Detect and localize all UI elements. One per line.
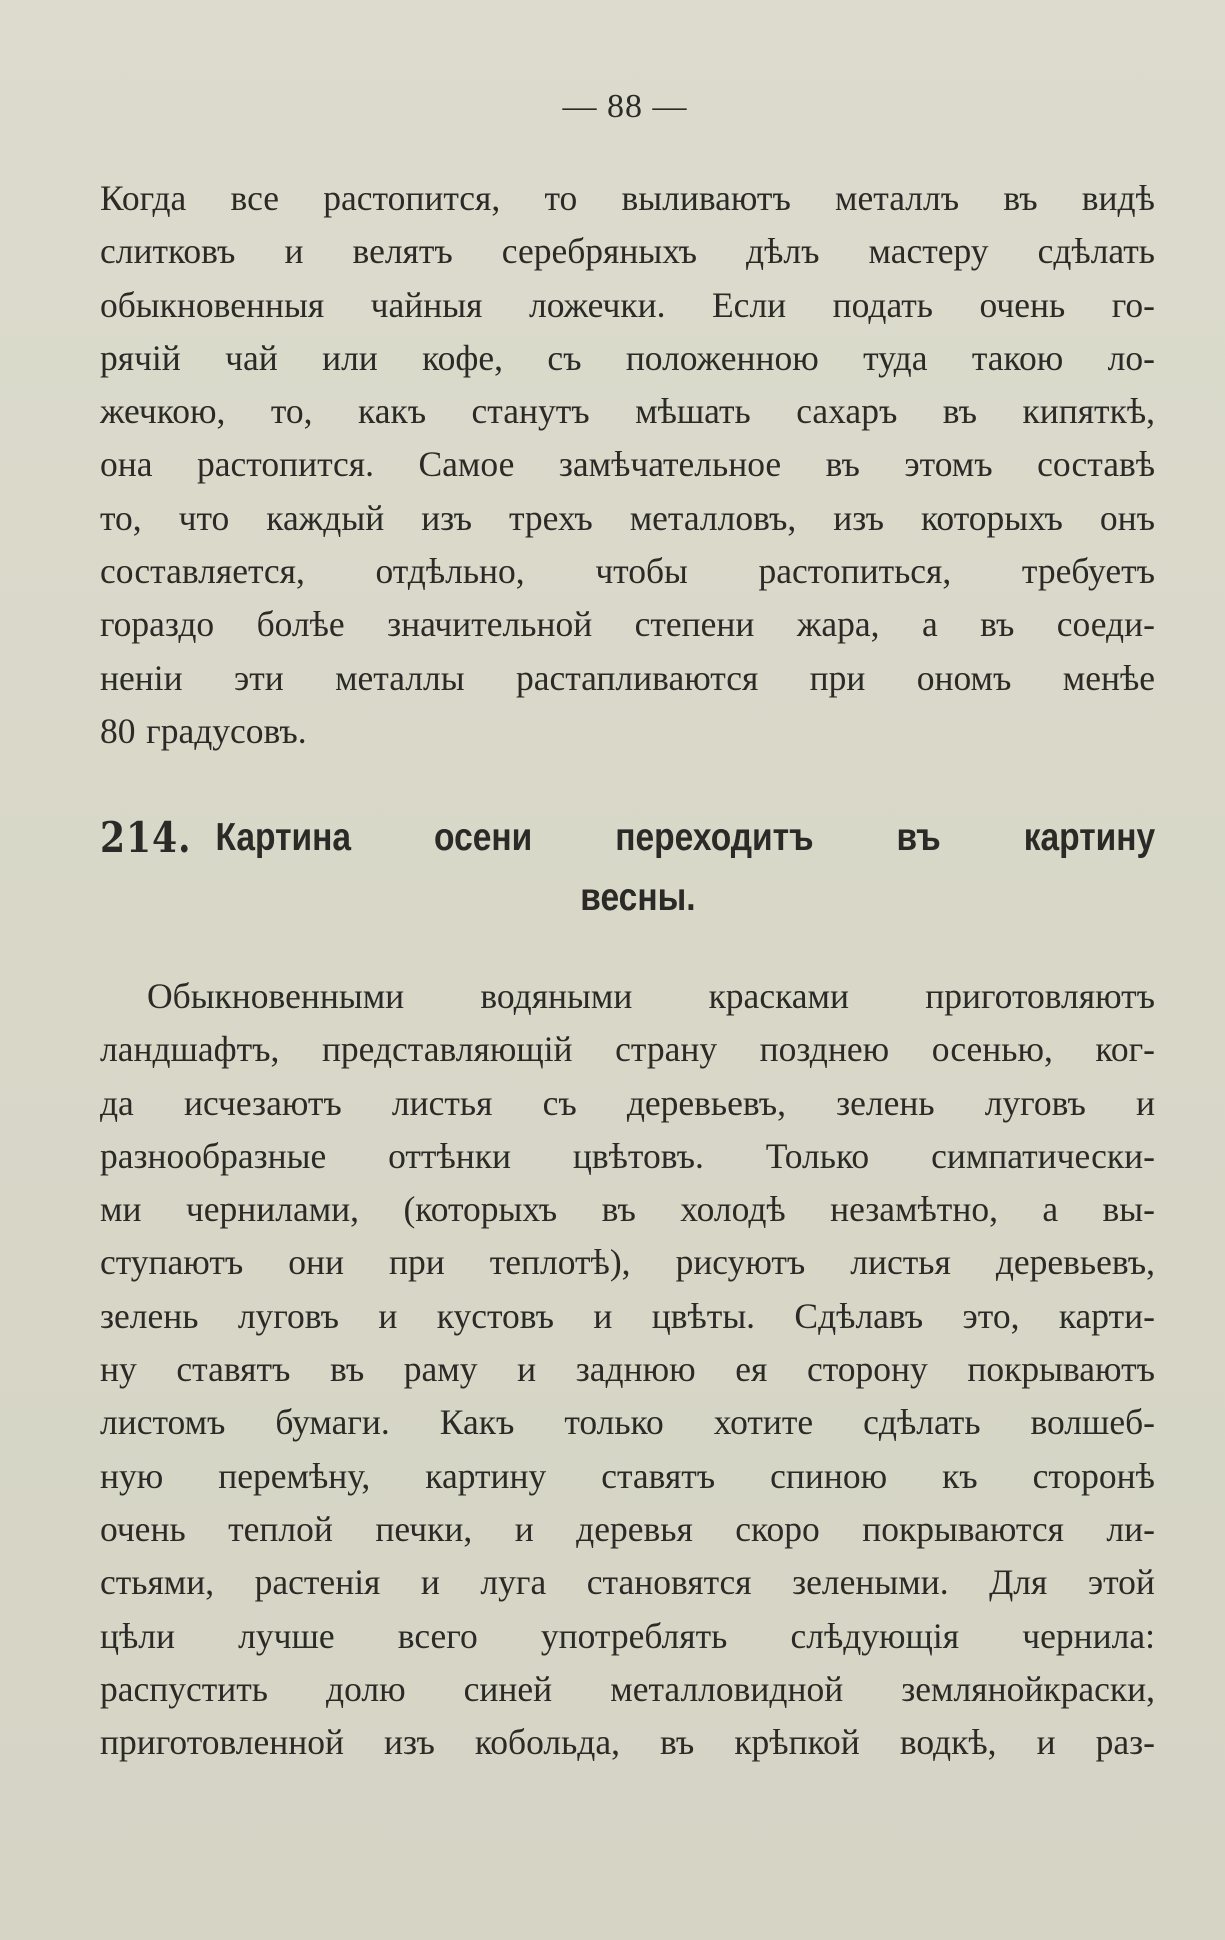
word: зелень	[836, 1082, 935, 1123]
word: карти-	[1058, 1295, 1155, 1336]
text-line	[100, 1716, 1155, 1769]
word: жара,	[796, 604, 880, 645]
word: только	[564, 1402, 664, 1443]
word: при	[389, 1242, 445, 1283]
word: велятъ	[352, 231, 453, 272]
word: и	[1036, 1722, 1056, 1763]
word: кустовъ	[436, 1295, 555, 1336]
word: и	[378, 1295, 398, 1336]
word: въ	[942, 391, 978, 432]
word: ставятъ	[601, 1455, 716, 1496]
word: что	[178, 497, 230, 538]
text-line	[100, 279, 1155, 332]
word: ког-	[1095, 1029, 1155, 1070]
word: изъ	[833, 497, 884, 538]
word: сторону	[806, 1349, 928, 1390]
title-word: картину	[1023, 816, 1156, 859]
word: употреблять	[540, 1615, 728, 1656]
word: луговъ	[237, 1295, 339, 1336]
word: составѣ	[1037, 444, 1155, 485]
text-line	[100, 1290, 1155, 1343]
word: слитковъ	[100, 231, 236, 272]
word: жечкою,	[100, 391, 226, 432]
word: то	[544, 178, 578, 218]
word: изъ	[384, 1722, 435, 1763]
word: ступаютъ	[100, 1242, 244, 1283]
word: болѣе	[256, 604, 345, 645]
word: они	[288, 1242, 344, 1283]
text-line	[100, 652, 1155, 705]
word: или	[322, 337, 378, 378]
title-word: въ	[896, 816, 941, 859]
word: ную	[100, 1455, 164, 1496]
word: видѣ	[1081, 178, 1155, 218]
word: осенью,	[931, 1029, 1053, 1070]
word: то,	[100, 497, 142, 538]
word: серебряныхъ	[501, 231, 697, 272]
word: бумаги.	[275, 1402, 390, 1443]
word: растопится.	[197, 444, 374, 485]
word: позднею	[759, 1029, 890, 1070]
word: Если	[712, 284, 787, 325]
word: чернилами,	[185, 1189, 360, 1230]
word: ми	[100, 1189, 142, 1230]
text-line	[100, 385, 1155, 438]
word: очень	[100, 1508, 186, 1549]
word: долю	[326, 1668, 406, 1709]
text-line	[100, 1610, 1155, 1663]
word: зелеными.	[792, 1562, 949, 1603]
word: Какъ	[439, 1402, 515, 1443]
text-line	[100, 1077, 1155, 1130]
word: а	[921, 604, 938, 645]
word: деревьевъ,	[626, 1082, 786, 1123]
text-line	[100, 1556, 1155, 1609]
word: составляется,	[100, 551, 305, 592]
word: лучше	[238, 1615, 335, 1656]
word: (которыхъ	[403, 1189, 558, 1230]
word: листья	[391, 1082, 493, 1123]
word: замѣчательное	[558, 444, 782, 485]
word: при	[809, 657, 866, 698]
word: въ	[329, 1349, 365, 1390]
word: теплотѣ),	[489, 1242, 631, 1283]
word: ну	[100, 1349, 137, 1390]
word: и	[593, 1295, 613, 1336]
word: кобольда,	[474, 1722, 620, 1763]
word: кипяткѣ,	[1022, 391, 1155, 432]
word: перемѣну,	[218, 1455, 371, 1496]
text-line	[100, 438, 1155, 491]
text-line	[100, 492, 1155, 545]
text-line	[100, 970, 1155, 1023]
section-heading	[100, 808, 1155, 928]
word: металловидной	[610, 1668, 844, 1709]
word: съ	[547, 337, 582, 378]
word: всего	[397, 1615, 478, 1656]
text-line	[100, 225, 1155, 278]
text-line	[100, 1130, 1155, 1183]
word: мастеру	[868, 231, 989, 272]
word: покрываютъ	[967, 1349, 1155, 1390]
word: растенія	[254, 1562, 381, 1603]
word: красками	[708, 976, 850, 1016]
word: эти	[233, 657, 284, 698]
text-line	[100, 1396, 1155, 1449]
word: неніи	[100, 657, 183, 698]
word: приготовляютъ	[925, 976, 1155, 1016]
word: чтобы	[595, 551, 688, 592]
word: въ	[601, 1189, 636, 1230]
text-line	[100, 1183, 1155, 1236]
word: распустить	[100, 1668, 268, 1709]
word: цѣли	[100, 1615, 175, 1656]
section-number: 214.	[100, 813, 192, 862]
word: растапливаются	[515, 657, 759, 698]
word: съ	[542, 1082, 577, 1123]
word: и	[420, 1562, 440, 1603]
word: землянойкраски,	[901, 1668, 1155, 1709]
word: деревья	[576, 1508, 693, 1549]
word: ономъ	[916, 657, 1012, 698]
word: въ	[660, 1722, 695, 1763]
paragraph-2	[100, 970, 1155, 1769]
word: выливаютъ	[621, 178, 791, 218]
word: представляющій	[321, 1029, 573, 1070]
word: волшеб-	[1030, 1402, 1155, 1443]
word: зелень	[100, 1295, 199, 1336]
word: покрываются	[862, 1508, 1064, 1549]
word: отдѣльно,	[375, 551, 525, 592]
word: оттѣнки	[388, 1135, 511, 1176]
word: чай	[225, 337, 278, 378]
word: металловъ,	[629, 497, 797, 538]
word: все	[230, 178, 280, 218]
word: обыкновенныя	[100, 284, 325, 325]
word: го-	[1111, 284, 1155, 325]
text-line	[100, 1343, 1155, 1396]
text-line	[100, 1450, 1155, 1503]
word: въ	[980, 604, 1015, 645]
word: крѣпкой	[734, 1722, 860, 1763]
word: Только	[765, 1135, 870, 1176]
word: симпатически-	[931, 1135, 1155, 1176]
word: Когда	[100, 178, 187, 218]
word: этомъ	[904, 444, 993, 485]
word: въ	[1003, 178, 1038, 218]
word: соеди-	[1056, 604, 1155, 645]
word: металлы	[335, 657, 465, 698]
word: цвѣты.	[651, 1295, 756, 1336]
word: разнообразные	[100, 1135, 327, 1176]
text-line	[100, 1236, 1155, 1289]
word: хотите	[713, 1402, 814, 1443]
section-title-line-1	[215, 808, 1155, 868]
title-word: осени	[434, 816, 533, 859]
word: теплой	[228, 1508, 333, 1549]
word: Сдѣлавъ	[794, 1295, 924, 1336]
word: менѣе	[1062, 657, 1155, 698]
word: водкѣ,	[899, 1722, 997, 1763]
text-line	[100, 1663, 1155, 1716]
word: и	[514, 1508, 534, 1549]
word: чернила:	[1022, 1615, 1155, 1656]
word: кофе,	[422, 337, 503, 378]
text-line	[100, 705, 1155, 758]
word: деревьевъ,	[995, 1242, 1155, 1283]
word: растопиться,	[758, 551, 952, 592]
text-line	[100, 172, 1155, 225]
word: туда	[863, 337, 928, 378]
word: металлъ	[835, 178, 960, 218]
text-line	[100, 1503, 1155, 1556]
word: въ	[825, 444, 860, 485]
word: это,	[962, 1295, 1020, 1336]
section-title-line-2: весны.	[580, 876, 696, 919]
word: раму	[403, 1349, 478, 1390]
word: Самое	[418, 444, 515, 485]
word: стьями,	[100, 1562, 215, 1603]
word: приготовленной	[100, 1722, 345, 1763]
word: листья	[850, 1242, 951, 1283]
word: изъ	[421, 497, 472, 538]
word: исчезаютъ	[183, 1082, 342, 1123]
word: градусовъ.	[146, 710, 307, 751]
word: картину	[425, 1455, 547, 1496]
word: значительной	[387, 604, 593, 645]
word: требуетъ	[1021, 551, 1155, 592]
text-line	[100, 598, 1155, 651]
word: ея	[735, 1349, 768, 1390]
word: этой	[1087, 1562, 1155, 1603]
word: а	[1042, 1189, 1059, 1230]
word: скоро	[735, 1508, 820, 1549]
word: печки,	[375, 1508, 473, 1549]
word: мѣшать	[635, 391, 751, 432]
word: страну	[615, 1029, 718, 1070]
word: ложечки.	[528, 284, 666, 325]
word: къ	[942, 1455, 978, 1496]
text-line	[100, 545, 1155, 598]
word: такою	[971, 337, 1064, 378]
word: вы-	[1102, 1189, 1155, 1230]
word: сдѣлать	[1037, 231, 1155, 272]
word: положенною	[625, 337, 819, 378]
word: Обыкновенными	[147, 976, 405, 1016]
word: незамѣтно,	[830, 1189, 998, 1230]
word: цвѣтовъ.	[572, 1135, 704, 1176]
word: онъ	[1099, 497, 1155, 538]
word: слѣдующія	[790, 1615, 960, 1656]
word: луговъ	[984, 1082, 1086, 1123]
text-line	[100, 1023, 1155, 1076]
word: 80	[100, 710, 136, 751]
word: сдѣлать	[863, 1402, 981, 1443]
word: растопится,	[323, 178, 501, 218]
word: рячій	[100, 337, 181, 378]
word: подать	[832, 284, 934, 325]
word: и	[1136, 1082, 1155, 1123]
word: очень	[979, 284, 1066, 325]
word: синей	[463, 1668, 553, 1709]
word: сторонѣ	[1032, 1455, 1155, 1496]
word: она	[100, 444, 153, 485]
title-word: Картина	[215, 816, 352, 859]
word: степени	[634, 604, 755, 645]
word: и	[284, 231, 304, 272]
word: ландшафтъ,	[100, 1029, 280, 1070]
paragraph-1	[100, 172, 1155, 758]
word: трехъ	[508, 497, 593, 538]
word: спиною	[770, 1455, 888, 1496]
word: ло-	[1107, 337, 1155, 378]
text-line	[100, 332, 1155, 385]
page-number: — 88 —	[562, 88, 688, 125]
word: ставятъ	[176, 1349, 291, 1390]
word: луга	[480, 1562, 547, 1603]
title-word: переходитъ	[615, 816, 814, 859]
word: и	[517, 1349, 537, 1390]
word: Для	[989, 1562, 1048, 1603]
word: рисуютъ	[675, 1242, 806, 1283]
word: чайныя	[370, 284, 483, 325]
word: станутъ	[471, 391, 590, 432]
word: какъ	[358, 391, 427, 432]
word: которыхъ	[920, 497, 1063, 538]
word: да	[100, 1082, 134, 1123]
word: сахаръ	[796, 391, 898, 432]
word: листомъ	[100, 1402, 226, 1443]
word: холодѣ	[680, 1189, 786, 1230]
word: то,	[270, 391, 313, 432]
word: дѣлъ	[746, 231, 820, 272]
word: водяными	[480, 976, 633, 1016]
word: заднюю	[575, 1349, 696, 1390]
word: становятся	[586, 1562, 752, 1603]
word: раз-	[1095, 1722, 1155, 1763]
word: ли-	[1106, 1508, 1155, 1549]
word: гораздо	[100, 604, 215, 645]
word: каждый	[266, 497, 385, 538]
